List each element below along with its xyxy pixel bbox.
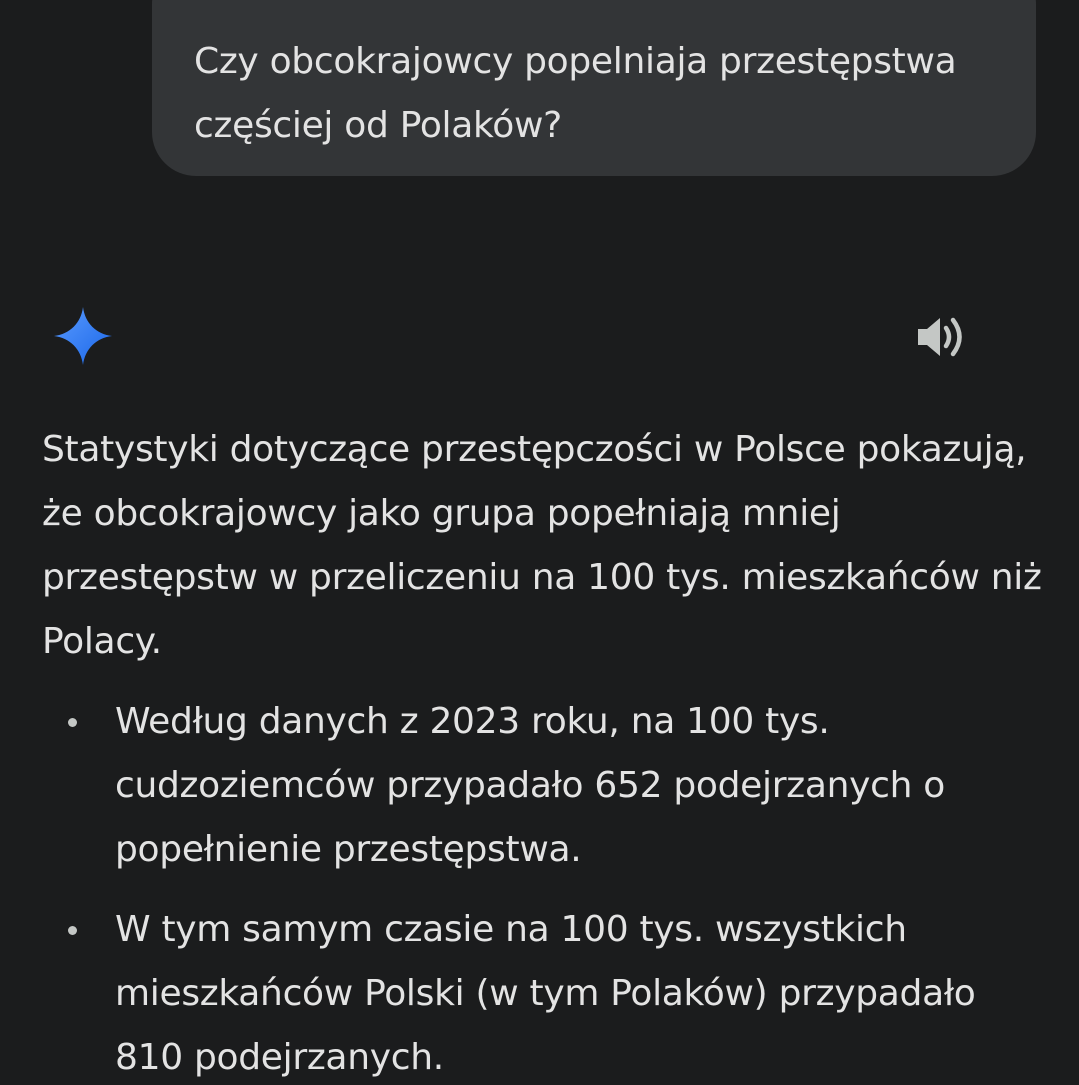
bullet-text: Według danych z 2023 roku, na 100 tys. cudzoziemców przypadało 652 podejrzanych o popełnienie przestępstwa.	[115, 701, 945, 870]
bullet-text: W tym samym czasie na 100 tys. wszystkich mieszkańców Polski (w tym Polaków) przypadało 810 podejrzanych.	[115, 909, 976, 1078]
list-item	[42, 898, 1052, 1085]
gemini-sparkle-icon	[52, 305, 114, 367]
user-message-text: Czy obcokrajowcy popelniaja przestępstwa częściej od Polaków?	[194, 41, 957, 146]
speaker-icon[interactable]	[914, 314, 968, 360]
bullet-dot	[68, 718, 77, 727]
list-item	[42, 690, 1052, 882]
assistant-response	[42, 418, 1052, 1085]
bullet-dot	[68, 926, 77, 935]
user-message-bubble	[152, 0, 1036, 176]
response-intro: Statystyki dotyczące przestępczości w Polsce pokazują, że obcokrajowcy jako grupa popełniają mniej przestępstw w przeliczeniu na 100 tys. mieszkańców niż Polacy.	[42, 429, 1042, 662]
response-bullet-list	[42, 690, 1052, 1085]
